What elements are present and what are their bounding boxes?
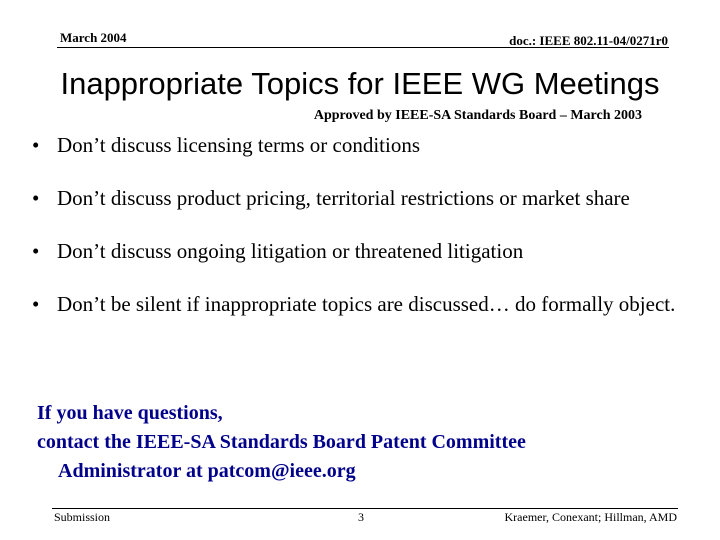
slide-title: Inappropriate Topics for IEEE WG Meetings [60,66,660,101]
bullet-marker: • [32,239,40,263]
bullet-marker: • [32,186,40,210]
bullet-item [32,240,698,262]
bullet-item [32,187,698,209]
footer-divider [52,508,678,509]
slide-subtitle: Approved by IEEE-SA Standards Board – March 2003 [313,108,642,123]
contact-line-1: If you have questions, [37,402,223,424]
header-date: March 2004 [60,30,127,45]
bullet-text: Don’t discuss product pricing, territorial restrictions or market share [57,186,630,210]
page-number: 3 [358,510,364,524]
contact-note [37,399,687,486]
bullet-item [32,134,698,156]
footer-submission: Submission [54,510,111,524]
bullet-marker: • [32,292,40,316]
bullet-list [32,134,698,346]
contact-line-2: contact the IEEE-SA Standards Board Patent Committee [37,431,526,453]
contact-line-3: Administrator at patcom@ieee.org [58,460,356,482]
header-doc-id: doc.: IEEE 802.11-04/0271r0 [509,33,668,48]
footer-authors: Kraemer, Conexant; Hillman, AMD [504,510,677,524]
bullet-item [32,293,698,315]
bullet-text: Don’t be silent if inappropriate topics are discussed… do formally object. [57,292,676,316]
header-divider [57,47,669,48]
bullet-text: Don’t discuss ongoing litigation or threatened litigation [57,239,524,263]
bullet-marker: • [32,133,40,157]
bullet-text: Don’t discuss licensing terms or conditions [57,133,420,157]
